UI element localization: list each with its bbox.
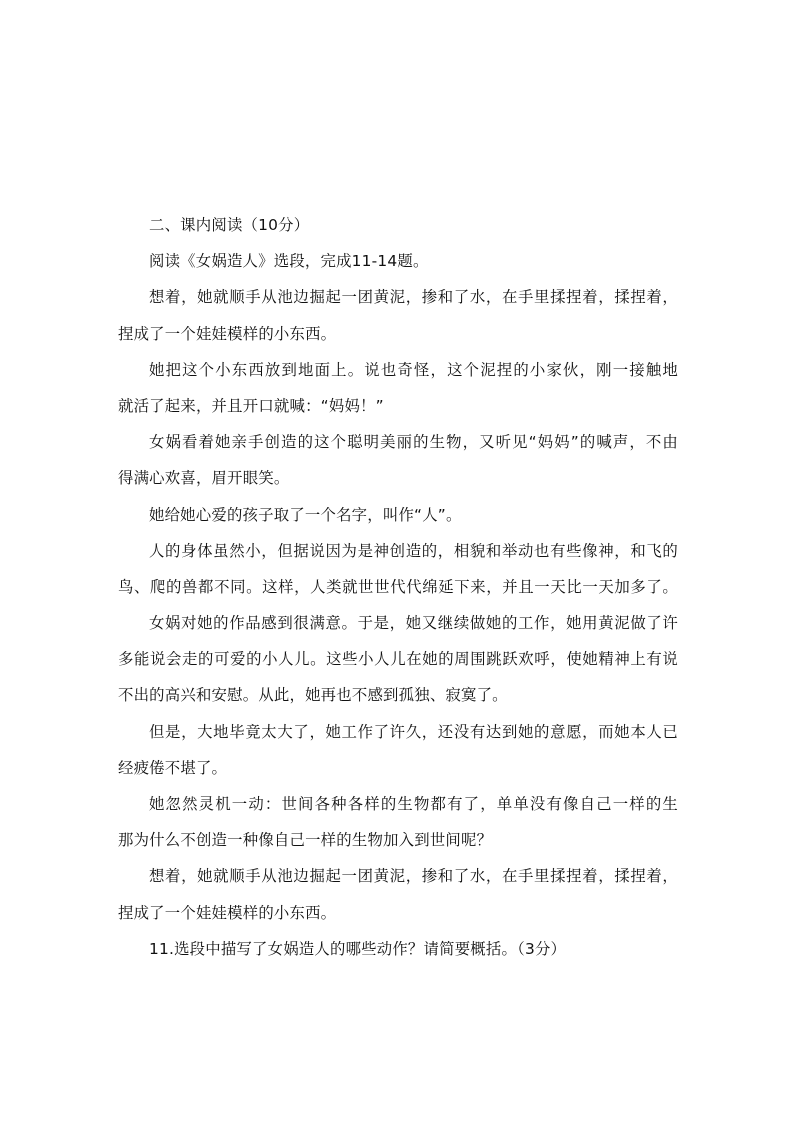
passage-line: 多能说会走的可爱的小人儿。这些小人儿在她的周围跳跃欢呼，使她精神上有说 xyxy=(118,650,678,669)
passage-line: 女娲对她的作品感到很满意。于是，她又继续做她的工作，她用黄泥做了许 xyxy=(149,614,678,633)
section-title: 二、课内阅读（10分） xyxy=(149,216,310,234)
passage-line: 人的身体虽然小，但据说因为是神创造的，相貌和举动也有些像神，和飞的 xyxy=(149,541,678,560)
passage-line: 捏成了一个娃娃模样的小东西。 xyxy=(118,324,337,343)
passage-line: 她忽然灵机一动：世间各种各样的生物都有了，单单没有像自己一样的生 xyxy=(149,795,678,813)
passage-line: 但是，大地毕竟太大了，她工作了许久，还没有达到她的意愿，而她本人已 xyxy=(149,722,678,741)
passage-line: 鸟、爬的兽都不同。这样，人类就世世代代绵延下来，并且一天比一天加多了。 xyxy=(118,577,678,596)
passage-line: 她给她心爱的孩子取了一个名字，叫作“人”。 xyxy=(149,505,462,524)
passage-line: 就活了起来，并且开口就喊：“妈妈！” xyxy=(118,396,384,415)
passage-line: 得满心欢喜，眉开眼笑。 xyxy=(118,469,290,488)
passage-line: 女娲看着她亲手创造的这个聪明美丽的生物，又听见“妈妈”的喊声，不由 xyxy=(149,433,678,452)
passage-line: 捏成了一个娃娃模样的小东西。 xyxy=(118,903,337,922)
passage-line: 想着，她就顺手从池边掘起一团黄泥，掺和了水，在手里揉捏着，揉捏着， xyxy=(149,288,678,307)
reading-instruction: 阅读《女娲造人》选段，完成11-14题。 xyxy=(149,252,429,271)
passage-line: 经疲倦不堪了。 xyxy=(118,758,228,777)
passage-line: 不出的高兴和安慰。从此，她再也不感到孤独、寂寞了。 xyxy=(118,686,508,705)
passage-line: 她把这个小东西放到地面上。说也奇怪，这个泥捏的小家伙，刚一接触地 xyxy=(149,360,678,379)
passage-line: 想着，她就顺手从池边掘起一团黄泥，掺和了水，在手里揉捏着，揉捏着， xyxy=(149,867,678,886)
passage-line: 那为什么不创造一种像自己一样的生物加入到世间呢？ xyxy=(118,831,493,850)
reading-section xyxy=(118,207,678,931)
question-11: 11.选段中描写了女娲造人的哪些动作？请简要概括。（3分） xyxy=(149,940,567,958)
